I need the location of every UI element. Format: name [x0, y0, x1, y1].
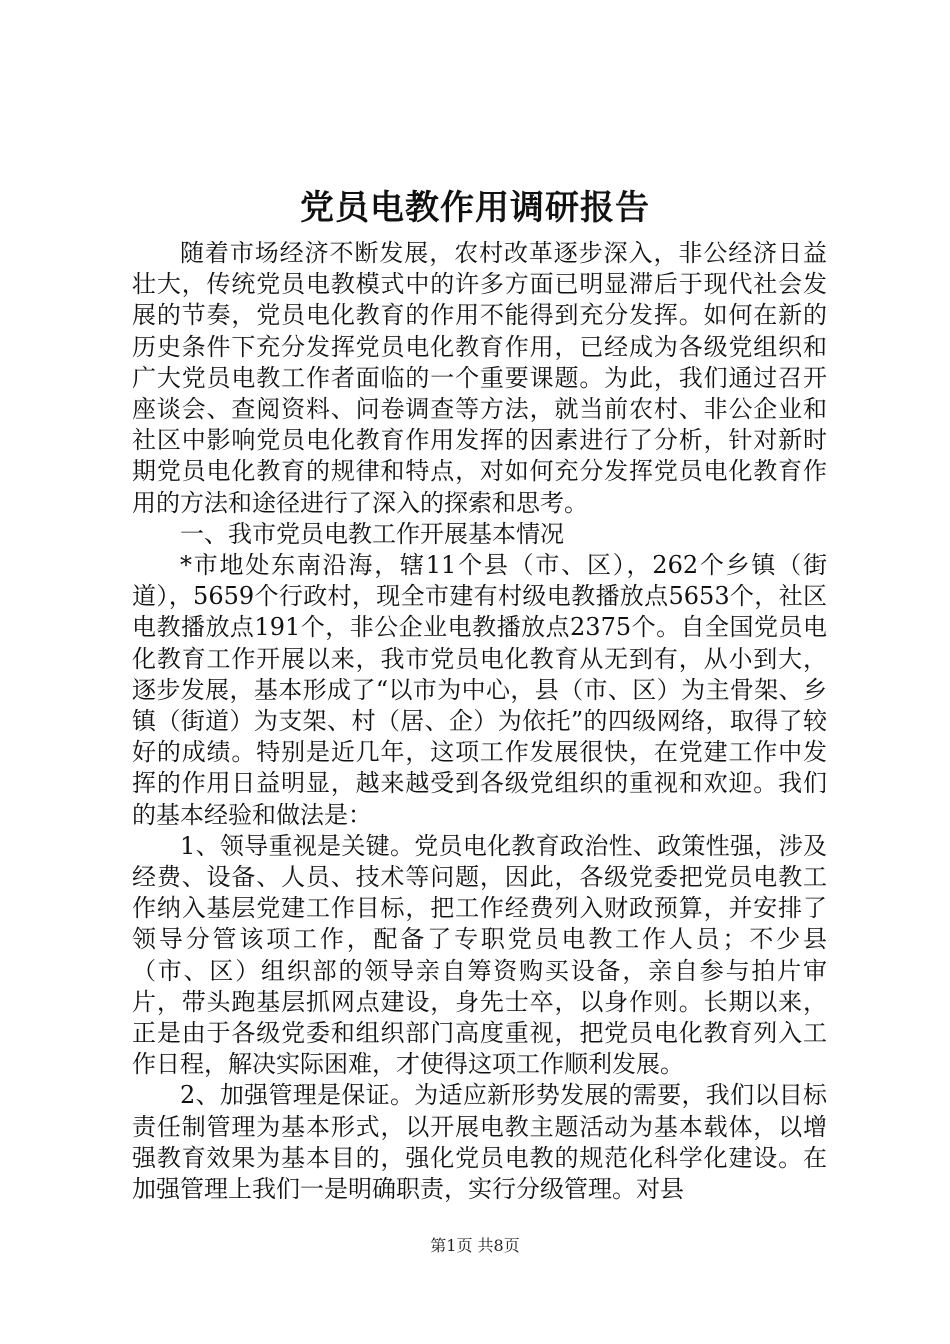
document-title: 党员电教作用调研报告: [300, 188, 650, 228]
paragraph-leadership: 1、领导重视是关键。党员电化教育政治性、政策性强，涉及经费、设备、人员、技术等问题，因此，各级党委把党员电教工作纳入基层党建工作目标，把工作经费列入财政预算，并安排了领导分管该项工作，配备了专职党员电教工作人员；不少县（市、区）组织部的领导亲自筹资购买设备，亲自参与拍片审片，带头跑基层抓网点建设，身先士卒，以身作则。长期以来，正是由于各级党委和组织部门高度重视，把党员电化教育列入工作日程，解决实际困难，才使得这项工作顺利发展。: [132, 831, 827, 1079]
paragraph-intro: 随着市场经济不断发展，农村改革逐步深入，非公经济日益壮大，传统党员电教模式中的许多方面已明显滞后于现代社会发展的节奏，党员电化教育的作用不能得到充分发挥。如何在新的历史条件下充分发挥党员电化教育作用，已经成为各级党组织和广大党员电教工作者面临的一个重要课题。为此，我们通过召开座谈会、查阅资料、问卷调查等方法，就当前农村、非公企业和社区中影响党员电化教育作用发挥的因素进行了分析，针对新时期党员电化教育的规律和特点，对如何充分发挥党员电化教育作用的方法和途径进行了深入的探索和思考。: [132, 239, 827, 517]
paragraph-basic-situation: *市地处东南沿海，辖11个县（市、区），262个乡镇（街道），5659个行政村，现全市建有村级电教播放点5653个，社区电教播放点191个，非公企业电教播放点2375个。自全国党员电化教育工作开展以来，我市党员电化教育从无到有，从小到大，逐步发展，基本形成了“以市为中心，县（市、区）为主骨架、乡镇（街道）为支架、村（居、企）为依托”的四级网络，取得了较好的成绩。特别是近几年，这项工作发展很快，在党建工作中发挥的作用日益明显，越来越受到各级党组织的重视和欢迎。我们的基本经验和做法是：: [132, 551, 827, 829]
section-heading-1: 一、我市党员电教工作开展基本情况: [180, 519, 564, 548]
paragraph-management: 2、加强管理是保证。为适应新形势发展的需要，我们以目标责任制管理为基本形式，以开展电教主题活动为基本载体，以增强教育效果为基本目的，强化党员电教的规范化科学化建设。在加强管理上我们一是明确职责，实行分级管理。对县: [132, 1081, 827, 1204]
document-body: [132, 238, 827, 1205]
page-number-footer: 第1页 共8页: [430, 1236, 520, 1255]
